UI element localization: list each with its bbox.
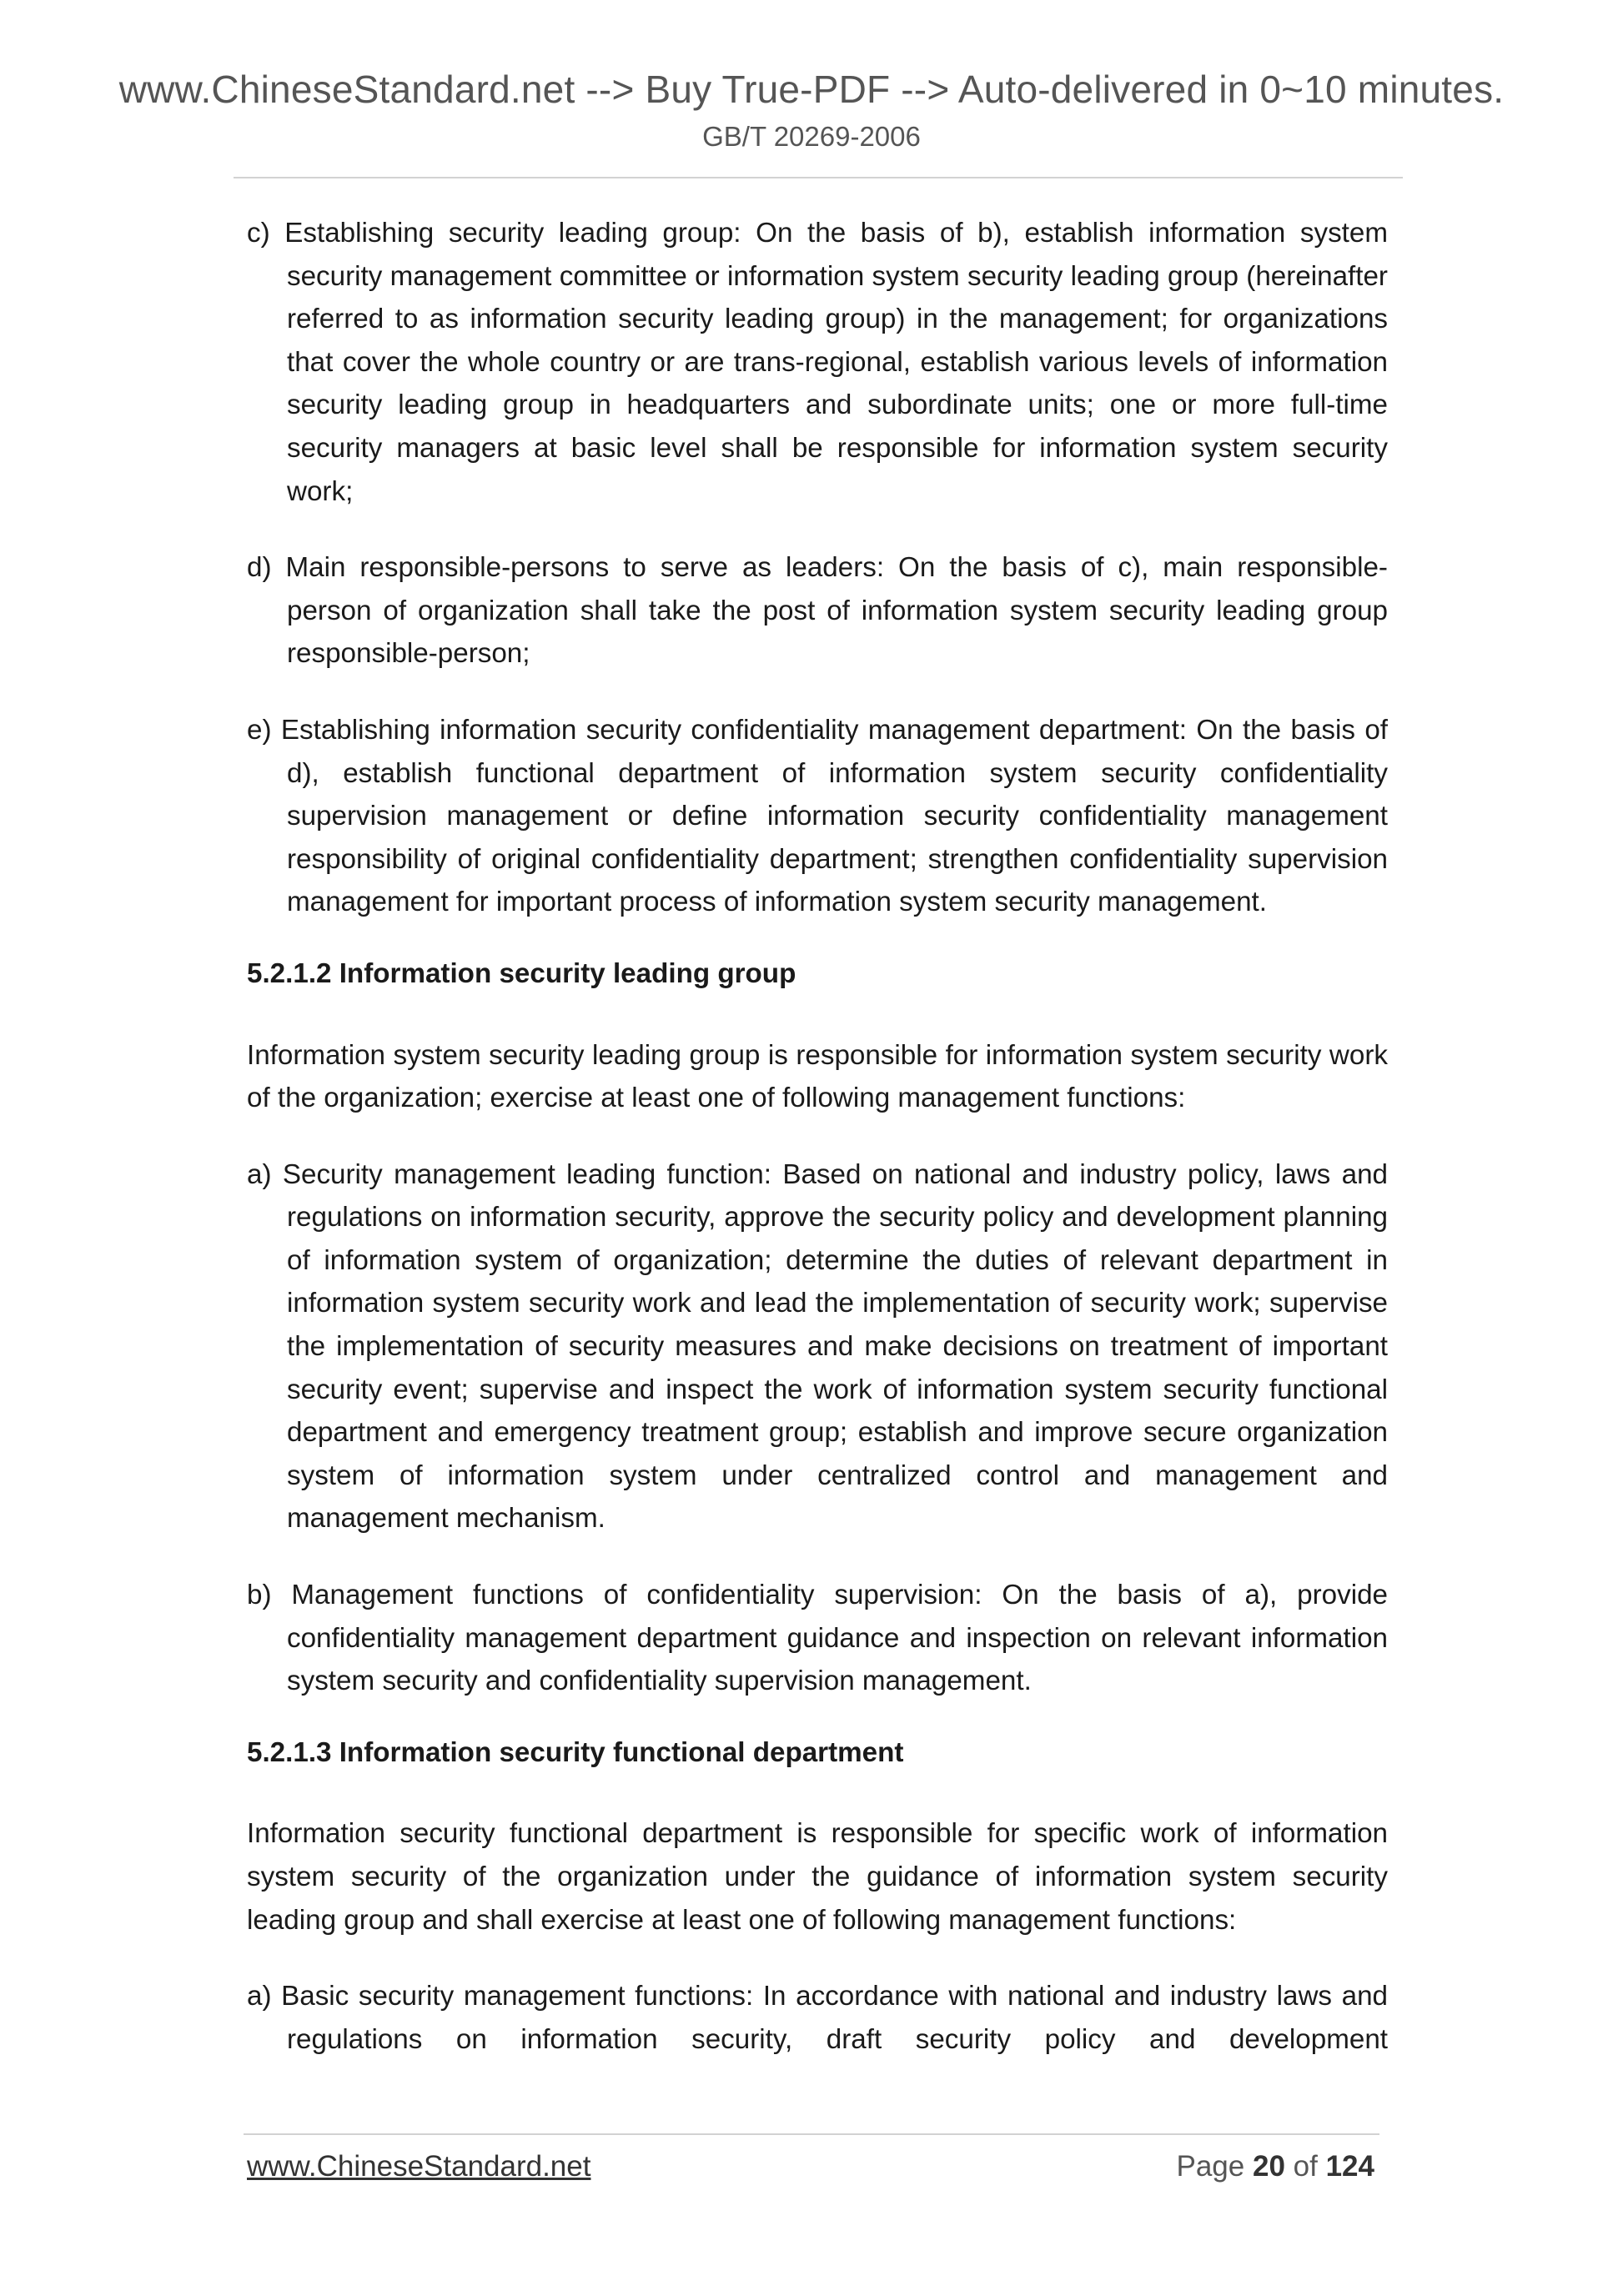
page-of: of (1293, 2150, 1318, 2183)
footer-divider (244, 2133, 1379, 2135)
section-5212-item-b: b) Management functions of confidentiality supervision: On the basis of a), provide confidentiality management department guidance and inspection on relevant information system security and confidentiality supervision management. (247, 1580, 1388, 1697)
list-item-d: d) Main responsible-persons to serve as leaders: On the basis of c), main responsible-person of organization shall take the post of information system security leading group responsible-person; (247, 552, 1388, 670)
page-prefix: Page (1176, 2150, 1245, 2183)
section-5212-intro: Information system security leading group is responsible for information system security work of the organization; exercise at least one of following management functions: (247, 1039, 1388, 1114)
site-banner: www.ChineseStandard.net --> Buy True-PDF --> Auto-delivered in 0~10 minutes. (118, 68, 1505, 111)
page-current: 20 (1252, 2150, 1285, 2183)
section-heading-5213: 5.2.1.3 Information security functional department (247, 1736, 904, 1768)
section-5213-intro: Information security functional department is responsible for specific work of information system security of the organization under the guidance of information system security leading group and shall exercise at least one of following management functions: (247, 1818, 1388, 1936)
page-indicator (1177, 2150, 1375, 2183)
section-heading-5212: 5.2.1.2 Information security leading group (247, 957, 796, 989)
document-body (247, 212, 1388, 2094)
standard-number: GB/T 20269-2006 (702, 121, 921, 152)
page-total: 124 (1325, 2150, 1374, 2183)
list-item-e: e) Establishing information security confidentiality management department: On the basis of d), establish functional department of information system security confidentiality supervision management or define information security confidentiality management responsibility of original confidentiality department; strengthen confidentiality supervision management for important process of information system security management. (247, 714, 1388, 918)
footer-website-link[interactable]: www.ChineseStandard.net (247, 2150, 591, 2183)
list-item-c: c) Establishing security leading group: On the basis of b), establish information system security management committee or information system security leading group (hereinafter referred to as information security leading group) in the management; for organizations that cover the whole country or are trans-regional, establish various levels of information security leading group in headquarters and subordinate units; one or more full-time security managers at basic level shall be responsible for information system security work; (247, 218, 1388, 507)
section-5213-item-a: a) Basic security management functions: In accordance with national and industry laws and regulations on information security, draft security policy and development (247, 1981, 1388, 2055)
header-divider (234, 177, 1403, 178)
section-5212-item-a: a) Security management leading function: Based on national and industry policy, laws and regulations on information security, approve the security policy and development planning of information system of organization; determine the duties of relevant department in information system security work and lead the implementation of security work; supervise the implementation of security measures and make decisions on treatment of important security event; supervise and inspect the work of information system security functional department and emergency treatment group; establish and improve secure organization system of information system under centralized control and management and management mechanism. (247, 1158, 1388, 1535)
